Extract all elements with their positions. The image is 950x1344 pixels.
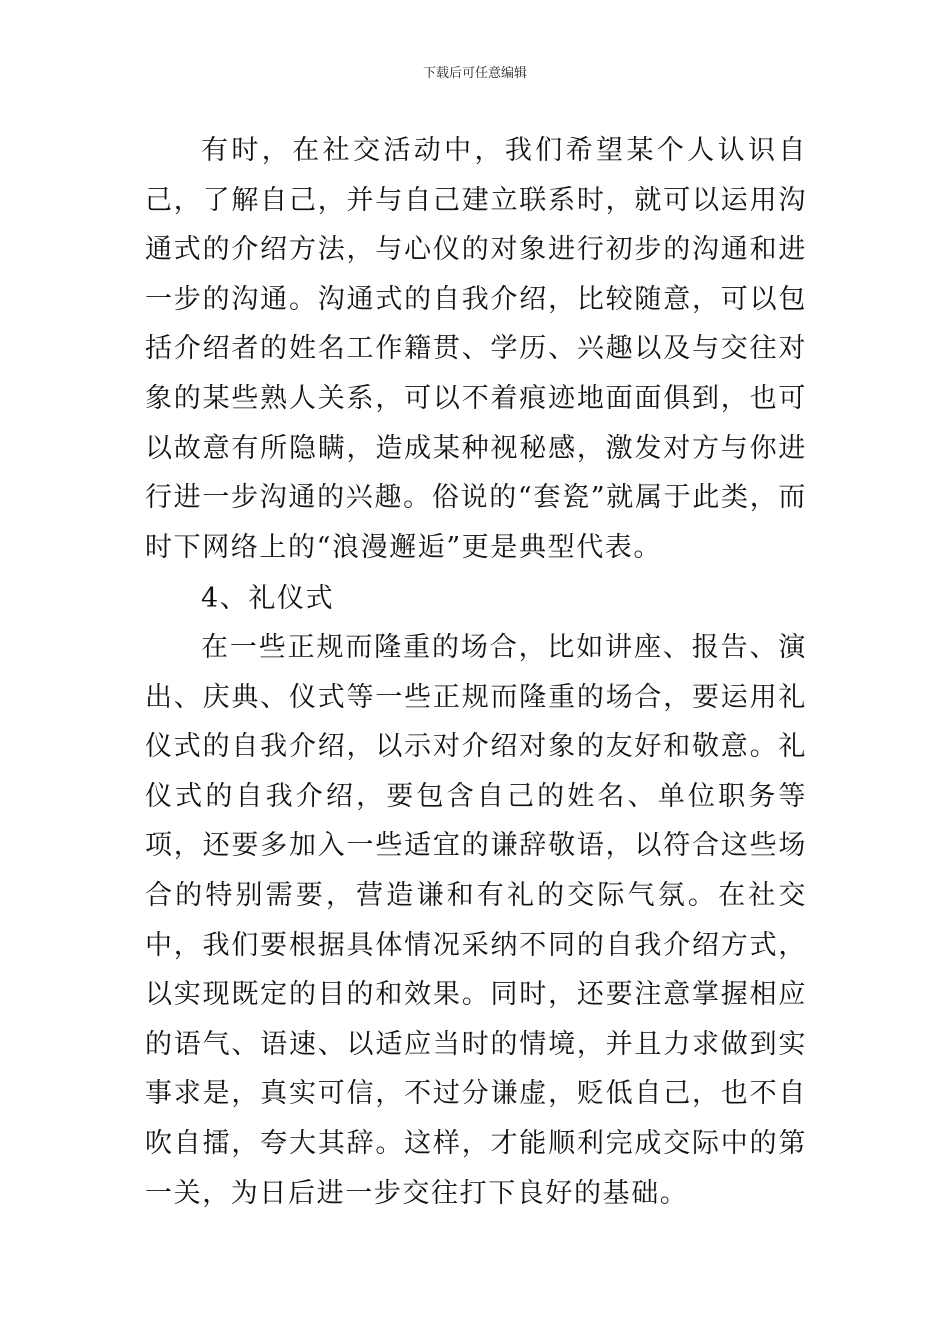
section-heading-etiquette: 4、礼仪式 [201, 583, 335, 614]
paragraph-etiquette-introduction: 在一些正规而隆重的场合，比如讲座、报告、演出、庆典、仪式等一些正规而隆重的场合，要运用礼仪式的自我介绍，以示对介绍对象的友好和敬意。礼仪式的自我介绍，要包含自己的姓名、单位职务等项，还要多加入一些适宜的谦辞敬语，以符合这些场合的特别需要，营造谦和有礼的交际气氛。在社交中，我们要根据具体情况采纳不同的自我介绍方式，以实现既定的目的和效果。同时，还要注意掌握相应的语气、语速、以适应当时的情境，并且力求做到实事求是，真实可信，不过分谦虚，贬低自己，也不自吹自擂，夸大其辞。这样，才能顺利完成交际中的第一关，为日后进一步交往打下良好的基础。 [145, 632, 807, 1209]
page-header-note: 下载后可任意编辑 [422, 66, 527, 81]
paragraph-communicative-introduction: 有时，在社交活动中，我们希望某个人认识自己，了解自己，并与自己建立联系时，就可以运用沟通式的介绍方法，与心仪的对象进行初步的沟通和进一步的沟通。沟通式的自我介绍，比较随意，可以包括介绍者的姓名工作籍贯、学历、兴趣以及与交往对象的某些熟人关系，可以不着痕迹地面面俱到，也可以故意有所隐瞒，造成某种视秘感，激发对方与你进行进一步沟通的兴趣。俗说的“套瓷”就属于此类，而时下网络上的“浪漫邂逅”更是典型代表。 [145, 135, 807, 563]
